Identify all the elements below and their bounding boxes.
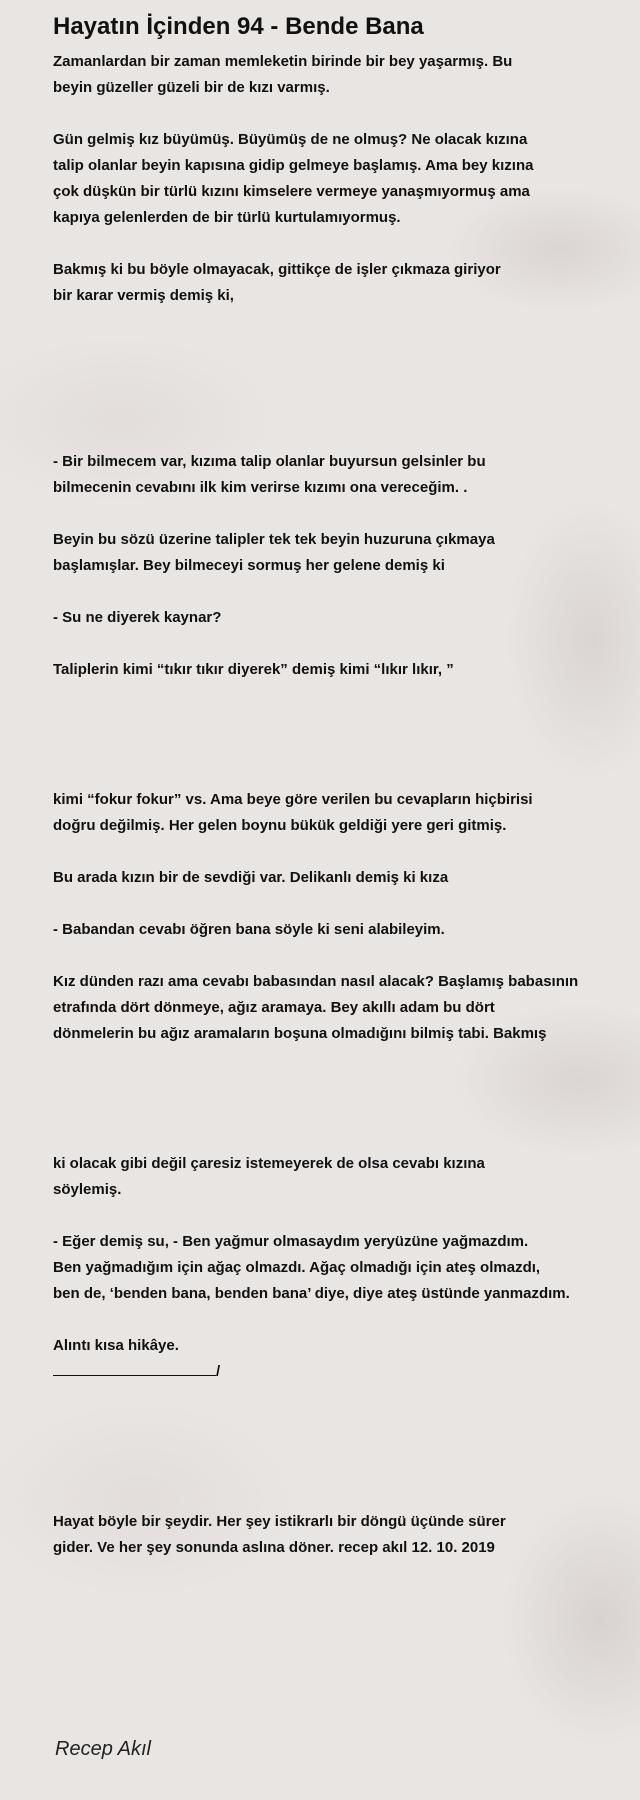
paragraph-8: kimi “fokur fokur” vs. Ama beye göre verilen bu cevapların hiçbirisi doğru değilmiş. Her gelen boynu bükük geldiği yere geri gitmiş. — [53, 791, 533, 834]
paragraph-5: Beyin bu sözü üzerine talipler tek tek beyin huzuruna çıkmaya başlamışlar. Bey bilmeceyi sormuş her gelene demiş ki — [53, 531, 495, 574]
paragraph-9: Bu arada kızın bir de sevdiği var. Delikanlı demiş ki kıza — [53, 869, 449, 886]
separator-slash: / — [216, 1363, 221, 1380]
paragraph-2: Gün gelmiş kız büyümüş. Büyümüş de ne olmuş? Ne olacak kızına talip olanlar beyin kapısına gidip gelmeye başlamış. Ama bey kızına çok düşkün bir türlü kızını kimselere vermeye yanaşmıyormuş ama kapıya gelenlerden de bir türlü kurtulamıyormuş. — [53, 131, 534, 226]
closing-paragraph: Hayat böyle bir şeydir. Her şey istikrarlı bir döngü üçünde sürer gider. Ve her şey sonunda aslına döner. recep akıl 12. 10. 2019 — [53, 1513, 506, 1556]
paragraph-12: ki olacak gibi değil çaresiz istemeyerek de olsa cevabı kızına söylemiş. — [53, 1155, 485, 1198]
page-title: Hayatın İçinden 94 - Bende Bana — [53, 13, 424, 40]
paragraph-3: Bakmış ki bu böyle olmayacak, gittikçe de işler çıkmaza giriyor bir karar vermiş demiş ki, — [53, 261, 501, 304]
paragraph-11: Kız dünden razı ama cevabı babasından nasıl alacak? Başlamış babasının etrafında dört dönmeye, ağız aramaya. Bey akıllı adam bu dört dönmelerin bu ağız aramaların boşuna olmadığını bilmiş tabi. Bakmış — [53, 973, 579, 1042]
paragraph-7: Taliplerin kimi “tıkır tıkır diyerek” demiş kimi “lıkır lıkır, ” — [53, 661, 454, 678]
source-note: Alıntı kısa hikâye. — [53, 1337, 179, 1354]
paragraph-10: - Babandan cevabı öğren bana söyle ki seni alabileyim. — [53, 921, 445, 938]
paragraph-13: - Eğer demiş su, - Ben yağmur olmasaydım yeryüzüne yağmazdım. Ben yağmadığım için ağaç olmazdı. Ağaç olmadığı için ateş olmazdı, ben de, ‘benden bana, benden bana’ diye, diye ateş üstünde yanmazdım. — [53, 1233, 570, 1302]
underline-rule — [53, 1359, 216, 1376]
poem-page — [53, 0, 623, 1561]
paragraph-6: - Su ne diyerek kaynar? — [53, 609, 222, 626]
separator-line — [53, 1359, 623, 1385]
paragraph-4: - Bir bilmecem var, kızıma talip olanlar buyursun gelsinler bu bilmecenin cevabını ilk kim verirse kızımı ona vereceğim. . — [53, 453, 486, 496]
paragraph-1: Zamanlardan bir zaman memleketin birinde bir bey yaşarmış. Bu beyin güzeller güzeli bir de kızı varmış. — [53, 53, 513, 96]
author-signature: Recep Akıl — [55, 1738, 151, 1760]
